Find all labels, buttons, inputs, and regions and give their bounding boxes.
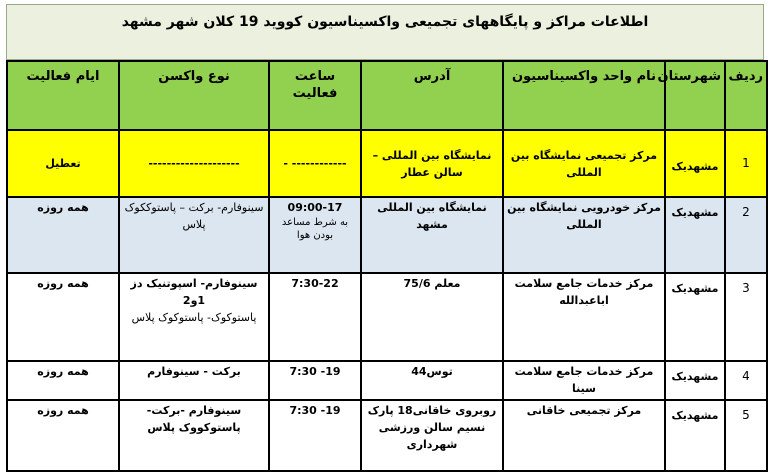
hours-note: به شرط مساعد بودن هوا bbox=[281, 217, 349, 241]
vaccine-value: سینوفارم- اسپوتنیک دز 1و2 bbox=[130, 277, 258, 307]
header-days: ایام فعالیت bbox=[7, 61, 119, 130]
cell-unit: مرکز تجمیعی نمایشگاه بین المللی bbox=[503, 130, 665, 197]
cell-vaccine: -------------------- bbox=[119, 130, 269, 197]
cell-vaccine: سینوفارم -برکت- پاستوکووک پلاس bbox=[119, 400, 269, 471]
cell-hours: 7:30-22 bbox=[269, 273, 361, 361]
cell-unit: مرکز خودرویی نمایشگاه بین المللی bbox=[503, 197, 665, 273]
cell-city: مشهدیک bbox=[665, 400, 725, 471]
cell-row-number: 1 bbox=[725, 130, 767, 197]
table-row bbox=[7, 273, 767, 361]
cell-days: همه روزه bbox=[7, 361, 119, 400]
cell-hours bbox=[269, 197, 361, 273]
header-vaccine: نوع واکسن bbox=[119, 61, 269, 130]
cell-hours: 19- 7:30 bbox=[269, 400, 361, 471]
cell-vaccine: سینوفارم- برکت – پاستوککوک پلاس bbox=[119, 197, 269, 273]
cell-days: همه روزه bbox=[7, 273, 119, 361]
cell-vaccine: برکت - سینوفارم bbox=[119, 361, 269, 400]
table-row bbox=[7, 400, 767, 471]
table-row bbox=[7, 130, 767, 197]
cell-vaccine bbox=[119, 273, 269, 361]
cell-row-number: 3 bbox=[725, 273, 767, 361]
page-title: اطلاعات مراکز و پایگاههای تجمیعی واکسیناسیون کووید 19 کلان شهر مشهد bbox=[121, 14, 649, 30]
cell-row-number: 2 bbox=[725, 197, 767, 273]
header-address: آدرس bbox=[361, 61, 503, 130]
table-row bbox=[7, 197, 767, 273]
cell-days: همه روزه bbox=[7, 400, 119, 471]
cell-city: مشهدیک bbox=[665, 361, 725, 400]
header-city: شهرستان bbox=[665, 61, 725, 130]
cell-unit: مرکز خدمات جامع سلامت سینا bbox=[503, 361, 665, 400]
hours-value: 09:00-17 bbox=[287, 201, 343, 214]
cell-address: نمایشگاه بین المللی مشهد bbox=[361, 197, 503, 273]
cell-row-number: 5 bbox=[725, 400, 767, 471]
cell-address: روبروی خاقانی18 پارک نسیم سالن ورزشی شهرداری bbox=[361, 400, 503, 471]
cell-unit: مرکز تجمیعی خاقانی bbox=[503, 400, 665, 471]
cell-address: معلم 75/6 bbox=[361, 273, 503, 361]
cell-address: توس44 bbox=[361, 361, 503, 400]
table-row bbox=[7, 361, 767, 400]
cell-city: مشهدیک bbox=[665, 197, 725, 273]
cell-days: تعطیل bbox=[7, 130, 119, 197]
vaccination-centers-table bbox=[6, 60, 768, 472]
cell-days: همه روزه bbox=[7, 197, 119, 273]
cell-hours: ------------ - bbox=[269, 130, 361, 197]
header-unit: نام واحد واکسیناسیون bbox=[503, 61, 665, 130]
cell-row-number: 4 bbox=[725, 361, 767, 400]
cell-hours: 19- 7:30 bbox=[269, 361, 361, 400]
cell-city: مشهدیک bbox=[665, 130, 725, 197]
title-bar bbox=[6, 4, 764, 60]
vaccine-note: پاستوکوک- پاستوکوک پلاس bbox=[131, 311, 257, 324]
header-row bbox=[7, 61, 767, 130]
header-hours: ساعت فعالیت bbox=[269, 61, 361, 130]
cell-unit: مرکز خدمات جامع سلامت اباعبدالله bbox=[503, 273, 665, 361]
cell-city: مشهدیک bbox=[665, 273, 725, 361]
cell-address: نمایشگاه بین المللی – سالن عطار bbox=[361, 130, 503, 197]
header-row-number: ردیف bbox=[725, 61, 767, 130]
